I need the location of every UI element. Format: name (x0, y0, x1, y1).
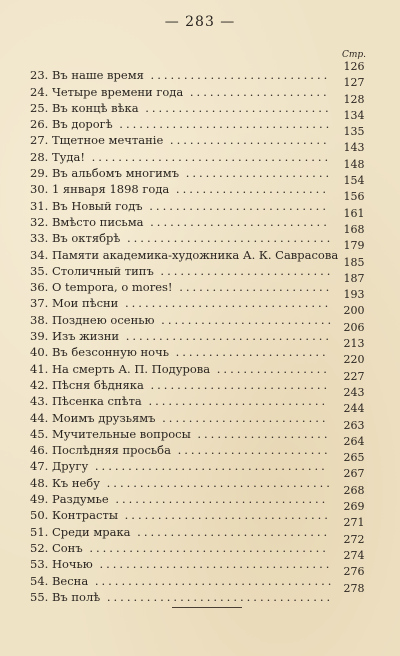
dot-leader: ................................ (112, 117, 333, 132)
toc-entry-page: 271 (343, 516, 365, 530)
toc-entry-page: 127 (343, 76, 365, 90)
toc-entry-page: 126 (343, 60, 365, 73)
toc-entry-page: 206 (343, 320, 365, 334)
dot-leader: .................................. (100, 475, 333, 490)
toc-entry-number: 49. (30, 492, 49, 507)
toc-entry-title-line (30, 526, 330, 539)
toc-entry-title-line (30, 558, 332, 571)
toc-entry (30, 418, 368, 441)
toc-entry-title-line (30, 200, 329, 213)
toc-entry-number: 27. (30, 133, 49, 148)
dot-leader: ..................... (183, 84, 330, 99)
toc-entry-title: Памяти академика-художника А. К. Саврасова (51, 247, 339, 262)
toc-entry-title: Пѣсня бѣдняка (51, 377, 144, 392)
dot-leader: ........................... (141, 394, 329, 409)
dot-leader: ............................... (120, 231, 334, 246)
toc-entry-page: 154 (343, 174, 365, 188)
toc-entry-number: 54. (30, 573, 49, 588)
toc-entry-title-line (30, 314, 334, 327)
dot-leader: .................................... (84, 149, 332, 164)
toc-entry-page: 243 (343, 385, 365, 399)
dot-leader: ................................ (108, 492, 329, 507)
toc-entry-page: 193 (343, 288, 365, 302)
dot-leader: ....................... (172, 280, 333, 295)
toc-entry-page: 274 (343, 548, 365, 562)
toc-entry-title-line (30, 460, 328, 473)
toc-entry-page: 187 (343, 271, 365, 285)
toc-entry-title-line (30, 412, 329, 425)
toc-entry-number: 24. (30, 84, 49, 99)
toc-entry-title: Къ небу (51, 475, 100, 490)
toc-entry-title-line (30, 493, 328, 506)
toc-entry-number: 40. (30, 345, 49, 360)
toc-entry-title-line (30, 509, 331, 522)
toc-entry-page: 128 (343, 92, 365, 106)
toc-entry-title-line (30, 134, 330, 147)
toc-entry-title: Сонъ (51, 540, 83, 555)
dot-leader: ............................... (118, 296, 332, 311)
toc-entry-page: 156 (343, 190, 365, 204)
dot-leader: .................................... (82, 540, 329, 555)
toc-entry-number: 38. (30, 312, 49, 327)
toc-entry-number: 41. (30, 361, 49, 376)
toc-entry-number: 53. (30, 557, 49, 572)
dot-leader: ................. (210, 361, 330, 376)
toc-entry-title: Столичный типъ (51, 263, 154, 278)
toc-entry-page: 213 (343, 337, 365, 351)
dot-leader: ........................... (143, 377, 331, 392)
toc-entry-number: 25. (30, 100, 49, 115)
toc-entry-title-line (30, 151, 331, 164)
toc-entry-page: 185 (343, 255, 365, 269)
toc-entry-number: 55. (30, 589, 49, 604)
toc-entry-title-line (30, 444, 331, 457)
dot-leader: ........................... (142, 198, 329, 213)
dot-leader: ............................ (138, 100, 332, 115)
dot-leader: ........................... (143, 214, 330, 229)
toc-entry-title-line (30, 297, 331, 310)
dot-leader: ............................. (130, 524, 331, 539)
table-of-contents (30, 60, 368, 604)
toc-entry (30, 532, 368, 555)
dot-leader: ....................... (169, 182, 329, 197)
dot-leader: ................................... (92, 557, 333, 572)
toc-entry (30, 206, 368, 229)
toc-entry-title: Пѣсенка спѣта (51, 394, 142, 409)
toc-entry-title-line (30, 265, 333, 278)
toc-entry-title: Въ дорогѣ (51, 117, 113, 132)
toc-entry-page: 278 (343, 581, 365, 595)
toc-entry-title-line (30, 395, 328, 408)
toc-entry-page: 272 (343, 532, 365, 546)
toc-entry-title-line (30, 249, 338, 262)
toc-entry-title-line (30, 216, 330, 229)
toc-entry-title: На смерть А. П. Подурова (51, 361, 211, 376)
dot-leader: .................................... (88, 573, 335, 588)
toc-entry-title-line (30, 330, 332, 343)
toc-entry-number: 50. (30, 508, 49, 523)
toc-entry-title-line (30, 281, 332, 294)
toc-entry-number: 34. (30, 247, 49, 262)
dot-leader: ......................... (155, 410, 329, 425)
toc-entry-number: 31. (30, 198, 49, 213)
dot-leader: .................................. (100, 589, 334, 604)
toc-entry-number: 43. (30, 394, 49, 409)
toc-entry-title: Въ октябрѣ (51, 231, 121, 246)
toc-entry-page: 268 (343, 483, 365, 497)
toc-entry-title-line (30, 167, 332, 180)
toc-entry-number: 37. (30, 296, 49, 311)
toc-entry-page: 269 (343, 500, 365, 514)
toc-entry-page: 265 (343, 451, 365, 465)
toc-entry-title-line (30, 86, 330, 99)
toc-entry-title: Послѣдняя просьба (51, 443, 171, 458)
dot-leader: ........................... (143, 68, 331, 83)
toc-entry-page: 276 (343, 565, 365, 579)
dot-leader: ....................... (168, 345, 329, 360)
toc-entry (30, 255, 368, 278)
toc-entry (30, 92, 368, 115)
toc-entry-title: Среди мрака (51, 524, 131, 539)
toc-entry-number: 35. (30, 263, 49, 278)
toc-entry-page: 227 (343, 369, 365, 383)
toc-entry-title: Въ концѣ вѣка (51, 100, 139, 115)
toc-entry-title: Весна (51, 573, 89, 588)
toc-entry-title: Въ альбомъ многимъ (51, 166, 180, 181)
toc-entry-title-line (30, 183, 329, 196)
page-number: — 283 — (164, 14, 236, 30)
toc-entry-title: Вмѣсто письма (51, 214, 144, 229)
toc-entry-title: Четыре времени года (51, 84, 184, 99)
dot-leader: ...................... (179, 166, 333, 181)
toc-entry-title-line (30, 102, 332, 115)
toc-entry-title: Изъ жизни (51, 329, 120, 344)
dot-leader: .......................... (153, 263, 334, 278)
toc-entry-page: 267 (343, 467, 365, 481)
toc-entry-number: 45. (30, 426, 49, 441)
toc-entry-page: 200 (343, 304, 365, 318)
toc-entry-title-line (30, 363, 330, 376)
toc-entry-title: Мои пѣсни (51, 296, 119, 311)
toc-entry-title: Въ Новый годъ (51, 198, 143, 213)
dot-leader: ............................... (119, 329, 333, 344)
dot-leader: .......................... (154, 312, 335, 327)
toc-entry-number: 36. (30, 280, 49, 295)
toc-entry-page: 143 (343, 141, 365, 155)
dot-leader: ....................... (170, 443, 331, 458)
toc-entry-number: 29. (30, 166, 49, 181)
toc-entry-number: 44. (30, 410, 49, 425)
toc-entry-title-line (30, 379, 330, 392)
dot-leader: .................... (190, 426, 331, 441)
toc-entry-title-line (30, 591, 333, 604)
toc-entry-number: 51. (30, 524, 49, 539)
bottom-rule (172, 607, 242, 608)
toc-entry-title: O tempora, o mores! (51, 280, 173, 295)
toc-entry-title-line (30, 346, 329, 359)
toc-entry-title: 1 января 1898 года (51, 182, 170, 197)
toc-entry-title: Раздумье (51, 492, 109, 507)
toc-entry-title: Позднею осенью (51, 312, 155, 327)
toc-entry-page: 220 (343, 353, 365, 367)
toc-entry-title: Ночью (51, 557, 93, 572)
toc-entry-title: Въ полѣ (51, 589, 101, 604)
toc-entry-page: 244 (343, 402, 365, 416)
toc-entry-title-line (30, 575, 334, 588)
toc-entry-page: 168 (343, 222, 365, 236)
toc-entry-number: 39. (30, 329, 49, 344)
dot-leader: ................................... (88, 459, 328, 474)
toc-entry-title: Контрасты (51, 508, 118, 523)
toc-entry-title-line (30, 477, 333, 490)
toc-entry-number: 47. (30, 459, 49, 474)
toc-entry-number: 48. (30, 475, 49, 490)
dot-leader: ............................... (117, 508, 331, 523)
page-column-header: Стр. (341, 50, 366, 60)
toc-entry-number: 42. (30, 377, 49, 392)
toc-entry-title: Мучительные вопросы (51, 426, 191, 441)
toc-entry-title: Въ безсонную ночь (51, 345, 169, 360)
toc-entry-title: Моимъ друзьямъ (51, 410, 156, 425)
dot-leader: ........................ (163, 133, 330, 148)
toc-entry-page: 179 (343, 239, 365, 253)
toc-entry-title: Туда! (51, 149, 85, 164)
toc-entry-title-line (30, 69, 330, 82)
toc-entry-title-line (30, 428, 331, 441)
toc-entry-title-line (30, 542, 329, 555)
toc-entry-page: 264 (343, 434, 365, 448)
toc-entry-number: 33. (30, 231, 49, 246)
toc-entry-page: 263 (343, 418, 365, 432)
toc-entry (30, 581, 368, 604)
toc-entry-title: Другу (51, 459, 89, 474)
toc-entry-number: 52. (30, 540, 49, 555)
toc-entry-title: Въ наше время (51, 68, 144, 83)
toc-entry-page: 148 (343, 157, 365, 171)
toc-entry-page: 161 (343, 206, 365, 220)
toc-entry-title-line (30, 118, 332, 131)
toc-entry-number: 26. (30, 117, 49, 132)
toc-entry-number: 46. (30, 443, 49, 458)
toc-entry-page: 134 (343, 108, 365, 122)
toc-entry-page: 135 (343, 125, 365, 139)
toc-entry-title-line (30, 232, 333, 245)
toc-entry-number: 32. (30, 214, 49, 229)
toc-entry (30, 369, 368, 392)
toc-entry-number: 30. (30, 182, 49, 197)
toc-entry-number: 23. (30, 68, 49, 83)
toc-entry-title: Тщетное мечтаніе (51, 133, 164, 148)
toc-entry-number: 28. (30, 149, 49, 164)
